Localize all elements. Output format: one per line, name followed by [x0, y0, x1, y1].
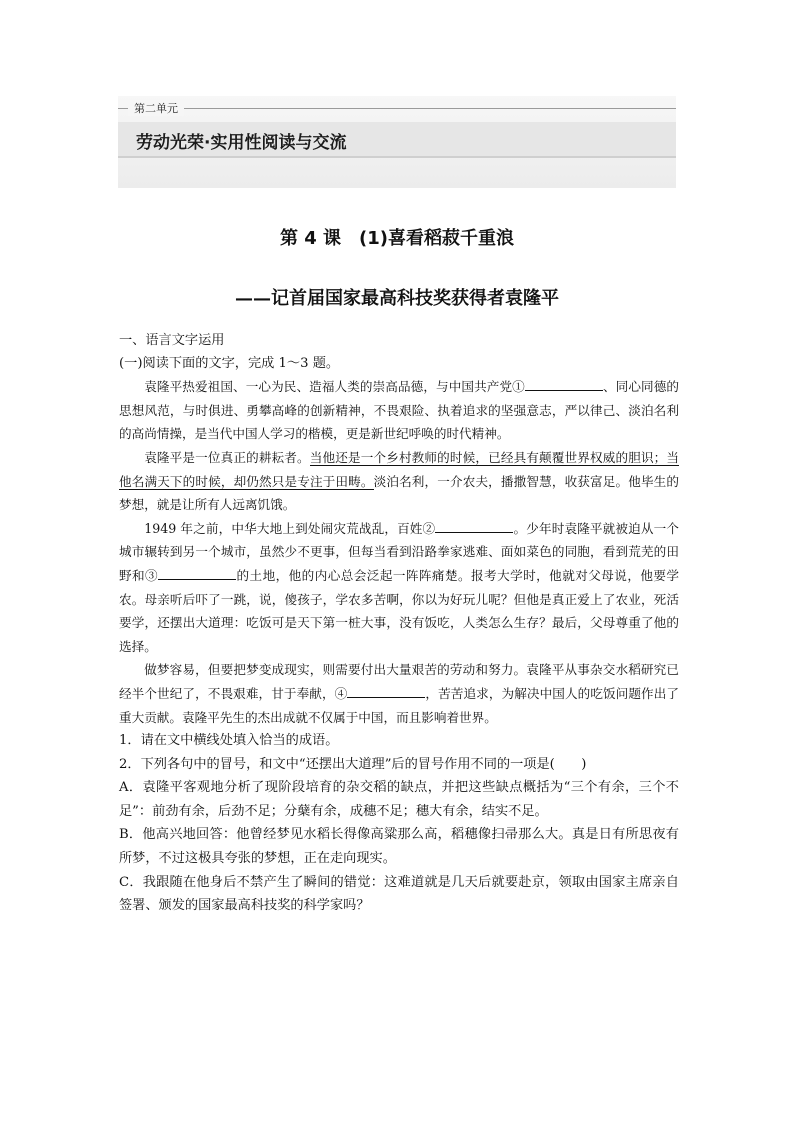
banner-divider [118, 108, 676, 109]
option-b: B．他高兴地回答：他曾经梦见水稻长得像高粱那么高，稻穗像扫帚那么大。真是日有所思夜有所梦，不过这极具夸张的梦想，正在走向现实。 [119, 827, 679, 867]
passage-paragraph-1 [119, 375, 679, 446]
unit-title: 劳动光荣·实用性阅读与交流 [136, 133, 347, 153]
unit-banner [118, 96, 676, 188]
p4-text-b: ，苦苦追求，为解决中国人的吃饭问题作出了重大贡献。袁隆平先生的杰出成就不仅属于中国，而且影响着世界。 [119, 685, 680, 725]
blank-4 [347, 683, 425, 698]
option-a: A．袁隆平客观地分析了现阶段培育的杂交稻的缺点，并把这些缺点概括为“三个有余，三个不足”：前劲有余，后劲不足；分蘖有余，成穗不足；穗大有余，结实不足。 [119, 780, 679, 819]
lesson-title: 第 4 课 (1)喜看稻菽千重浪 [279, 228, 515, 249]
passage-paragraph-2 [119, 446, 679, 517]
section-instruction: (一)阅读下面的文字，完成 1～3 题。 [119, 355, 340, 371]
unit-title-bar [118, 122, 676, 158]
p2-text-a: 袁隆平是一位真正的耕耘者。 [144, 449, 310, 465]
question-1: 1．请在文中横线处填入恰当的成语。 [119, 733, 339, 749]
p2-underlined-sentence: 当他还是一个乡村教师的时候，已经具有颠覆世界权威的胆识；当他名满天下的时候，却仍然只是专注于田畴。 [119, 449, 680, 489]
main-content [119, 330, 679, 918]
p3-text-b: 。少年时袁隆平就被迫从一个城市辗转到另一个城市，虽然少不更事，但每当看到沿路拳家逃难、面如菜色的同胞，看到荒芜的田野和③ [119, 520, 680, 583]
p4-text-a: 做梦容易，但要把梦变成现实，则需要付出大量艰苦的劳动和努力。袁隆平从事杂交水稻研究已经半个世纪了，不畏艰难，甘于奉献，④ [119, 662, 679, 701]
question-2: 2．下列各句中的冒号，和文中“还摆出大道理”后的冒号作用不同的一项是( ) [119, 756, 587, 772]
blank-3 [158, 565, 236, 580]
p1-text-b: 、同心同德的思想风范，与时俱进、勇攀高峰的创新精神，不畏艰险、执着追求的坚强意志，严以律己、淡泊名利的高尚情操，是当代中国人学习的楷模，更是新世纪呼唤的时代精神。 [119, 379, 680, 442]
section-heading: 一、语言文字运用 [119, 333, 225, 348]
blank-1 [525, 376, 603, 391]
option-c: C．我跟随在他身后不禁产生了瞬间的错觉：这难道就是几天后就要赴京，领取由国家主席亲自签署、颁发的国家最高科技奖的科学家吗？ [119, 874, 679, 914]
passage-paragraph-4 [119, 658, 679, 729]
p2-text-b: 淡泊名利，一介农夫，播撒智慧，收获富足。他毕生的梦想，就是让所有人远离饥饿。 [119, 473, 680, 513]
p3-text-a: 1949 年之前，中华大地上到处闹灾荒战乱，百姓② [144, 520, 436, 536]
p1-text-a: 袁隆平热爱祖国、一心为民、造福人类的崇高品德，与中国共产党① [144, 379, 525, 395]
lesson-subtitle: ——记首届国家最高科技奖获得者袁隆平 [235, 288, 559, 309]
unit-label: 第二单元 [128, 100, 184, 116]
blank-2 [435, 518, 513, 533]
passage-paragraph-3 [119, 517, 679, 659]
p3-text-c: 的土地，他的内心总会泛起一阵阵痛楚。报考大学时，他就对父母说，他要学农。母亲听后吓了一跳，说，傻孩子，学农多苦啊，你以为好玩儿呢？但他是真正爱上了农业，死活要学，还摆出大道理：吃饭可是天下第一桩大事，没有饭吃，人类怎么生存？最后，父母尊重了他的选择。 [119, 567, 680, 654]
